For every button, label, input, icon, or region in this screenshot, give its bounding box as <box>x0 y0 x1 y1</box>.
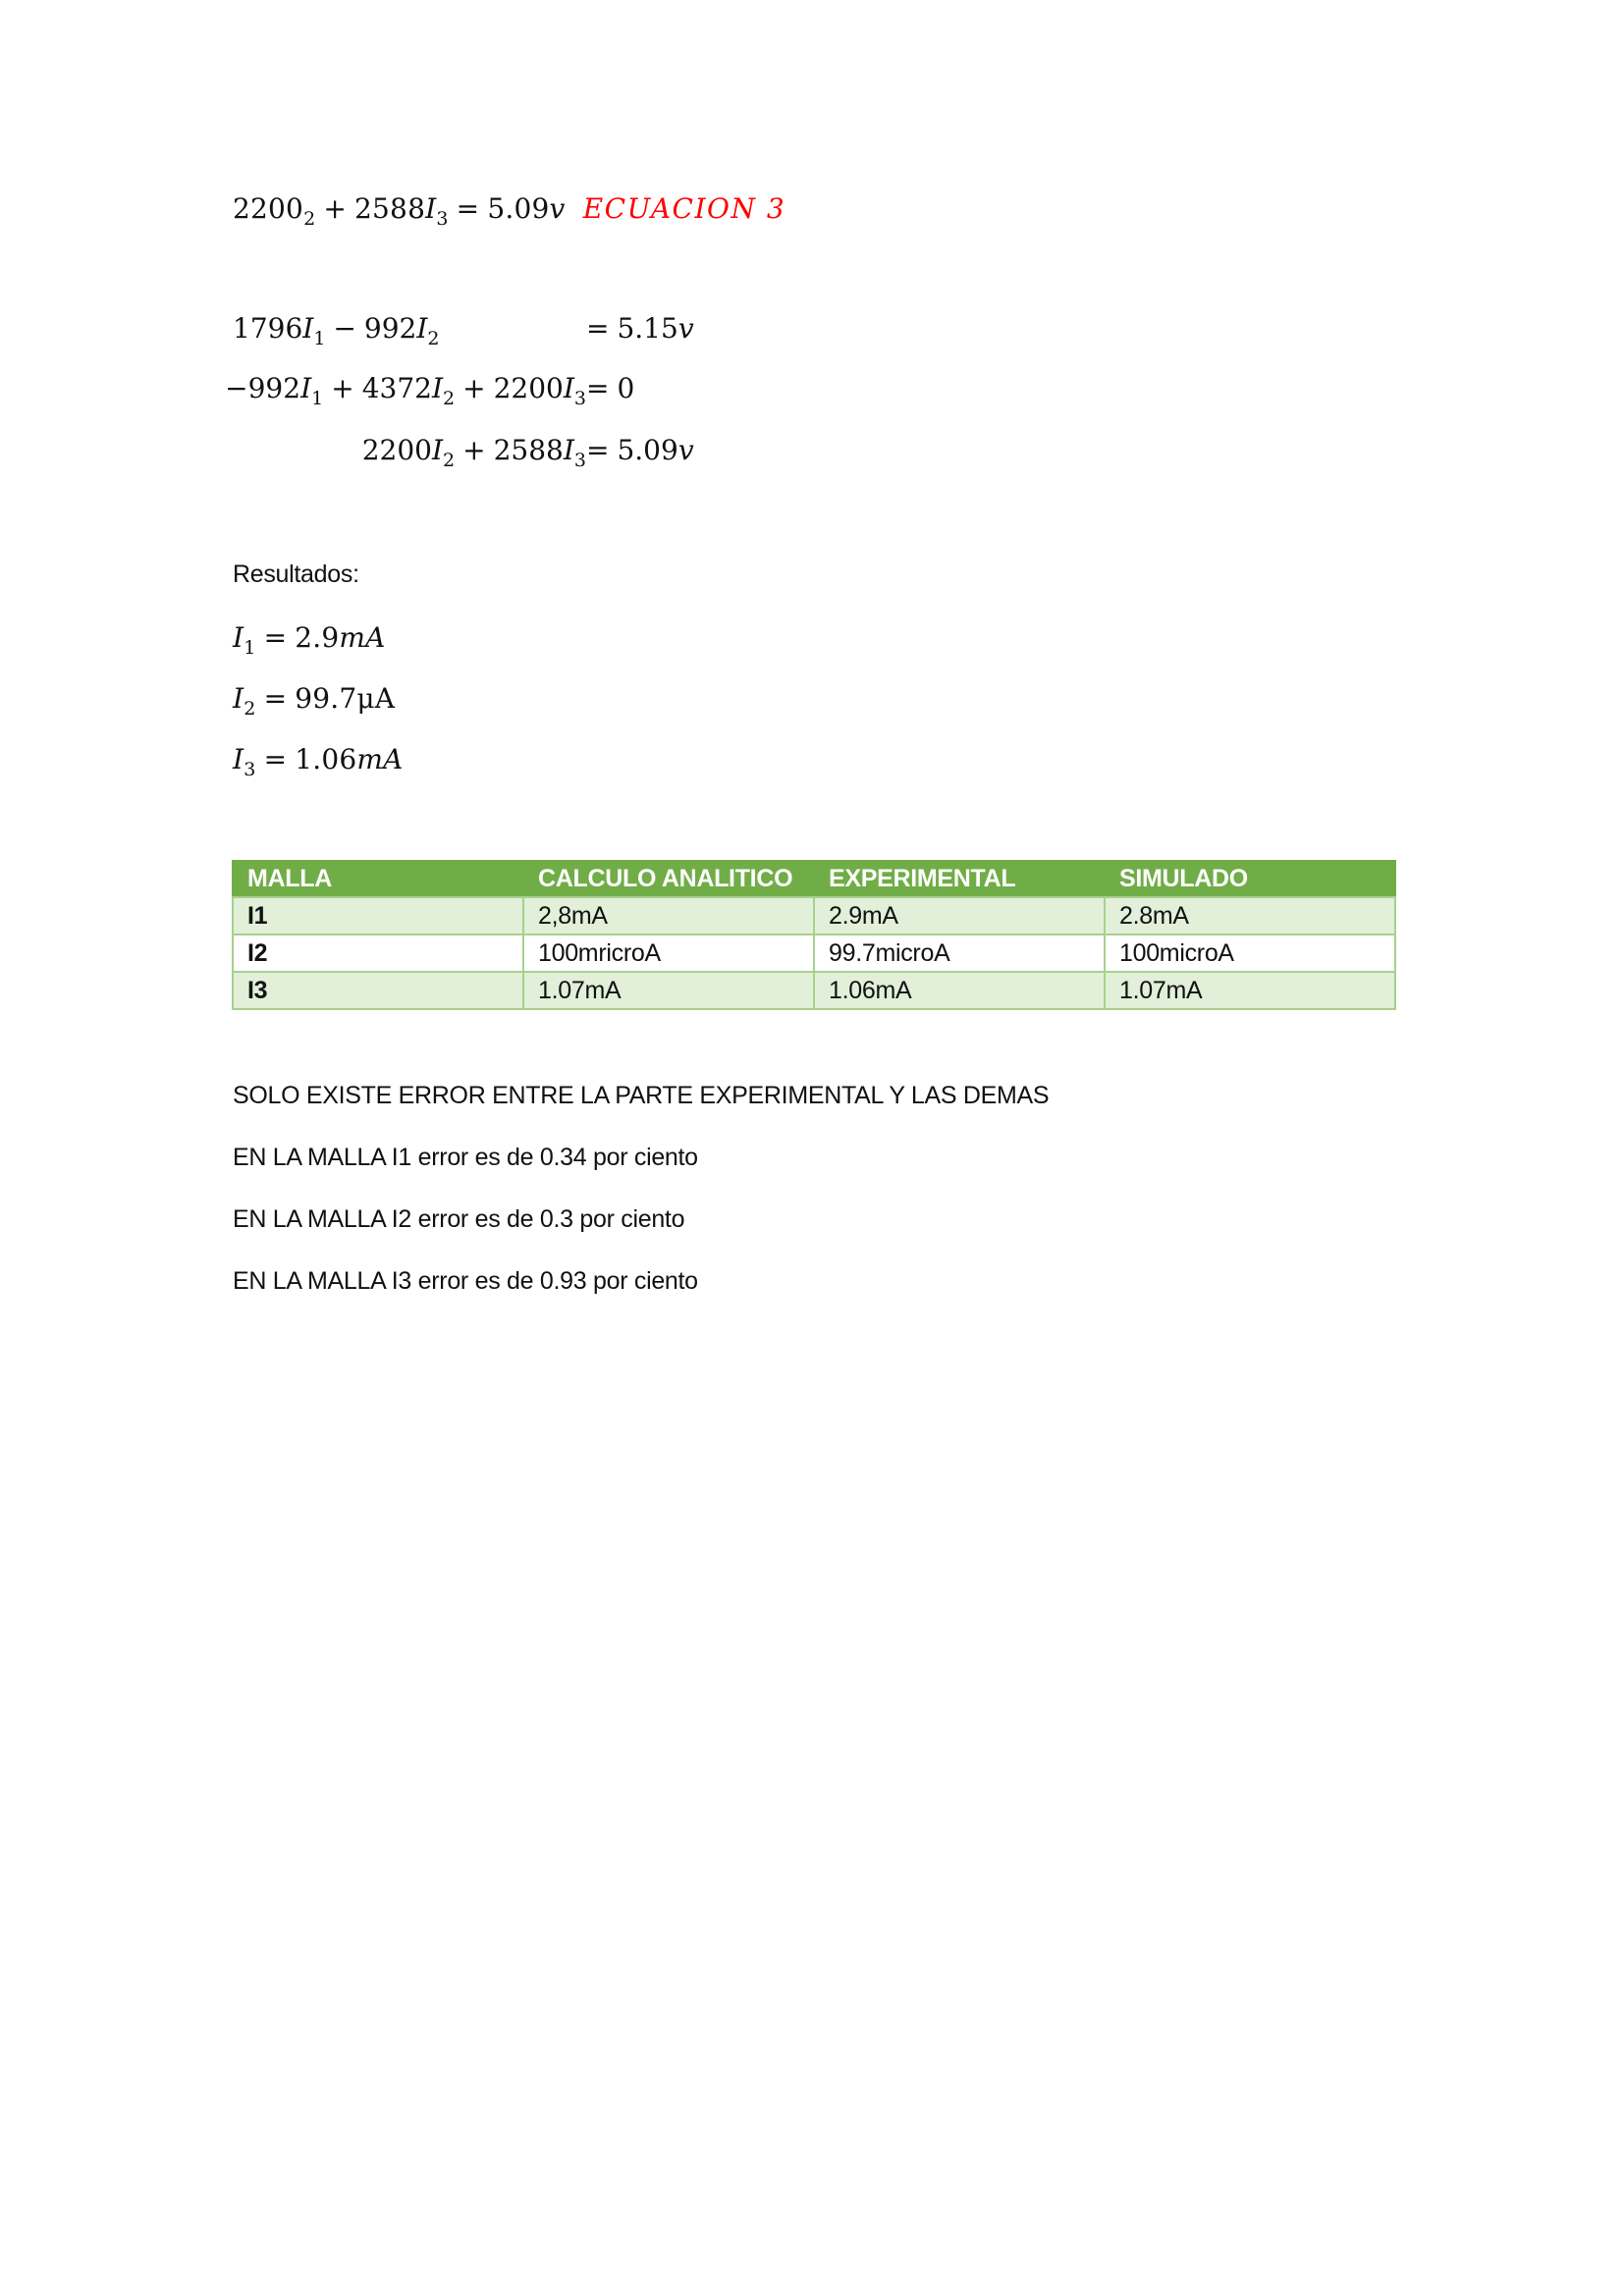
cell-experimental: 1.06mA <box>814 972 1105 1009</box>
equation-3: $2200_2 + 2588I_3 = 5.09v$ ECUACION 3 <box>233 192 786 230</box>
conclusion-line-i2: EN LA MALLA I2 error es de 0.3 por ciento <box>233 1205 685 1233</box>
comparison-table <box>232 860 1396 1010</box>
system-row-2-rhs: = 0 <box>586 372 635 404</box>
result-i3: $I_3 = 1.06mA$ <box>233 743 404 780</box>
cell-analitico: 100mricroA <box>523 934 814 972</box>
system-row-2-lhs: $-992I_1 + 4372I_2 + 2200I_3$ <box>225 372 586 409</box>
cell-malla: I3 <box>233 972 523 1009</box>
result-i1: $I_1 = 2.9mA$ <box>233 621 386 659</box>
cell-analitico: 2,8mA <box>523 897 814 934</box>
conclusion-headline: SOLO EXISTE ERROR ENTRE LA PARTE EXPERIMENTAL Y LAS DEMAS <box>233 1082 1050 1109</box>
conclusion-line-i3: EN LA MALLA I3 error es de 0.93 por ciento <box>233 1267 698 1295</box>
cell-experimental: 2.9mA <box>814 897 1105 934</box>
system-row-2 <box>225 372 704 411</box>
eq3-label: ECUACION 3 <box>582 192 786 225</box>
system-row-1 <box>233 312 704 351</box>
cell-malla: I1 <box>233 897 523 934</box>
table-row <box>233 934 1395 972</box>
eq3-term-a: $2200_2$ <box>233 192 316 230</box>
table-row <box>233 897 1395 934</box>
result-i2: $I_2 = 99.7\mu A$ <box>233 682 396 720</box>
table-row <box>233 972 1395 1009</box>
table-header-row <box>233 861 1395 897</box>
cell-analitico: 1.07mA <box>523 972 814 1009</box>
header-malla: MALLA <box>233 861 523 897</box>
header-calculo-analitico: CALCULO ANALITICO <box>523 861 814 897</box>
system-row-1-lhs: $1796I_1 - 992I_2$ <box>233 312 440 349</box>
system-row-3-rhs: = 5.09v <box>586 434 694 466</box>
cell-simulado: 2.8mA <box>1105 897 1395 934</box>
system-row-3-lhs: $2200I_2 + 2588I_3$ <box>361 434 586 471</box>
header-experimental: EXPERIMENTAL <box>814 861 1105 897</box>
eq3-term-b: $2588I_3$ <box>354 192 449 230</box>
results-heading: Resultados: <box>233 561 359 588</box>
cell-simulado: 1.07mA <box>1105 972 1395 1009</box>
eq3-rhs: 5.09v <box>487 192 566 225</box>
conclusion-line-i1: EN LA MALLA I1 error es de 0.34 por ciento <box>233 1144 698 1171</box>
system-row-1-rhs: = 5.15v <box>586 312 694 345</box>
header-simulado: SIMULADO <box>1105 861 1395 897</box>
cell-malla: I2 <box>233 934 523 972</box>
cell-simulado: 100microA <box>1105 934 1395 972</box>
system-row-3 <box>233 434 704 473</box>
cell-experimental: 99.7microA <box>814 934 1105 972</box>
